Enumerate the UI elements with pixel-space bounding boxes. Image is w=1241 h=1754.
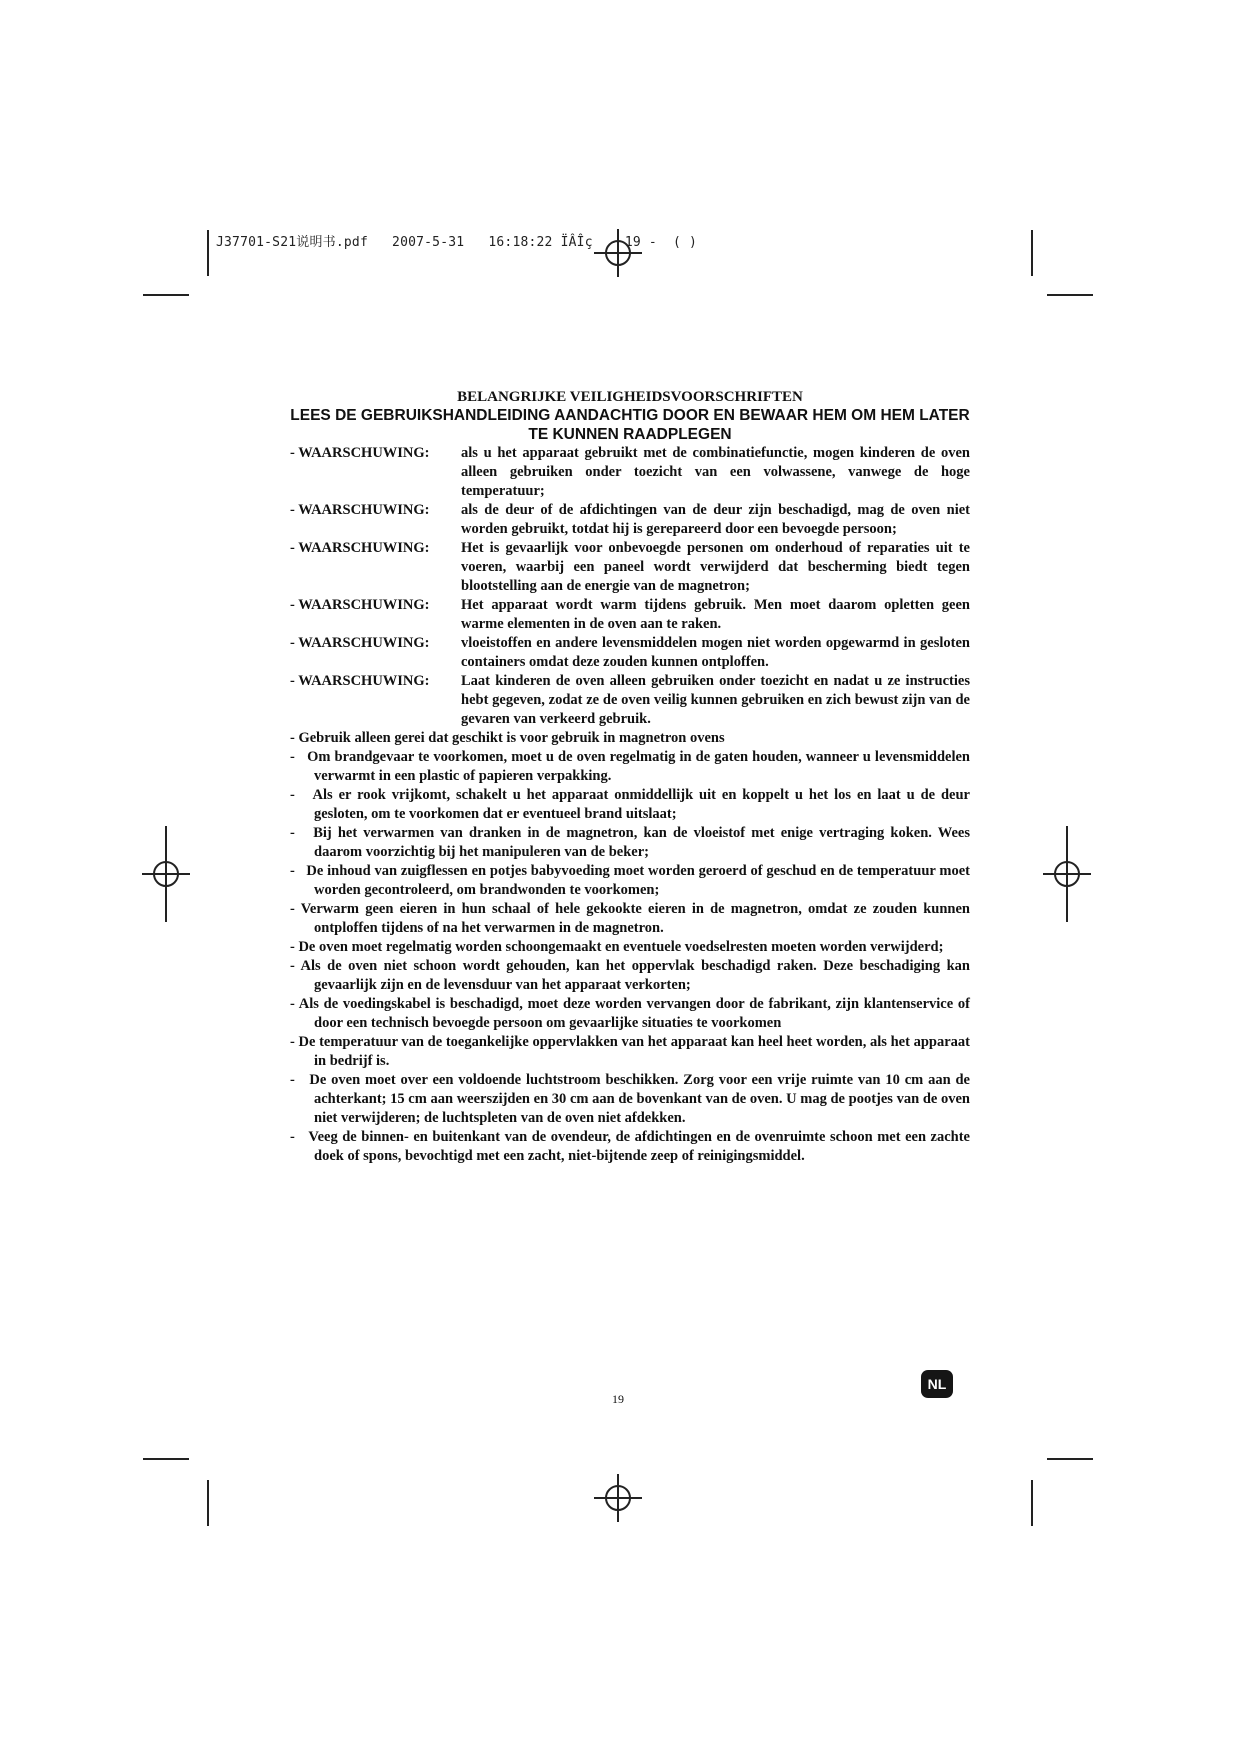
- list-item: - De inhoud van zuigflessen en potjes babyvoeding moet worden geroerd of geschud en de temperatuur moet worden gecontroleerd, om brandwonden te voorkomen;: [290, 863, 970, 898]
- document-body: [290, 388, 970, 1166]
- crop-mark: [207, 230, 209, 276]
- warning-item: [290, 444, 970, 501]
- warning-label: - WAARSCHUWING:: [290, 502, 430, 518]
- crop-mark: [1047, 294, 1093, 296]
- crop-mark: [1031, 230, 1033, 276]
- crop-mark: [1047, 1458, 1093, 1460]
- warning-label: - WAARSCHUWING:: [290, 445, 430, 461]
- warning-item: [290, 539, 970, 596]
- list-item: - De oven moet over een voldoende luchtstroom beschikken. Zorg voor een vrije ruimte van 10 cm aan de achterkant; 15 cm aan weerszijden en 30 cm aan de bovenkant van de oven. U mag de pootjes van de oven niet verwijderen; de luchtspleten van de oven niet afdekken.: [290, 1072, 970, 1126]
- list-item: - Gebruik alleen gerei dat geschikt is voor gebruik in magnetron ovens: [290, 730, 725, 746]
- warning-text: als de deur of de afdichtingen van de deur zijn beschadigd, mag de oven niet worden gebruikt, totdat hij is gerepareerd door een bevoegde persoon;: [461, 502, 970, 537]
- warning-item: [290, 501, 970, 539]
- warning-text: vloeistoffen en andere levensmiddelen mogen niet worden opgewarmd in gesloten containers omdat deze zouden kunnen ontploffen.: [461, 635, 970, 670]
- warning-label: - WAARSCHUWING:: [290, 540, 430, 556]
- warning-text: Het is gevaarlijk voor onbevoegde personen om onderhoud of reparaties uit te voeren, waarbij een paneel wordt verwijderd dat bescherming biedt tegen blootstelling aan de energie van de magnetron;: [461, 540, 970, 594]
- page-subtitle: LEES DE GEBRUIKSHANDLEIDING AANDACHTIG DOOR EN BEWAAR HEM OM HEM LATER TE KUNNEN RAADPLEGEN: [290, 407, 970, 443]
- warning-text: als u het apparaat gebruikt met de combinatiefunctie, mogen kinderen de oven alleen gebruiken onder toezicht van een volwassene, vanwege de hoge temperatuur;: [461, 445, 970, 499]
- list-item: - De temperatuur van de toegankelijke oppervlakken van het apparaat kan heel heet worden, als het apparaat in bedrijf is.: [290, 1034, 970, 1069]
- crop-mark: [165, 826, 167, 922]
- warnings-list: [290, 444, 970, 729]
- page-title: BELANGRIJKE VEILIGHEIDSVOORSCHRIFTEN: [457, 389, 803, 405]
- warning-label: - WAARSCHUWING:: [290, 635, 430, 651]
- warning-item: [290, 672, 970, 729]
- crop-mark: [1031, 1480, 1033, 1526]
- warning-text: Laat kinderen de oven alleen gebruiken onder toezicht en nadat u ze instructies hebt gegeven, zodat ze de oven veilig kunnen gebruiken en zich bewust zijn van de gevaren van verkeerd gebruik.: [461, 673, 970, 727]
- warning-label: - WAARSCHUWING:: [290, 673, 430, 689]
- warning-label: - WAARSCHUWING:: [290, 597, 430, 613]
- warning-item: [290, 596, 970, 634]
- list-item: - Verwarm geen eieren in hun schaal of hele gekookte eieren in de magnetron, omdat ze zouden kunnen ontploffen tijdens of na het verwarmen in de magnetron.: [290, 901, 970, 936]
- warning-text: Het apparaat wordt warm tijdens gebruik. Men moet daarom opletten geen warme elementen in de oven aan te raken.: [461, 597, 970, 632]
- list-item: - Om brandgevaar te voorkomen, moet u de oven regelmatig in de gaten houden, wanneer u levensmiddelen verwarmt in een plastic of papieren verpakking.: [290, 749, 970, 784]
- list-item: - Als er rook vrijkomt, schakelt u het apparaat onmiddellijk uit en koppelt u het los en laat u de deur gesloten, om te voorkomen dat er eventueel brand uitslaat;: [290, 787, 970, 822]
- list-item: - Als de oven niet schoon wordt gehouden, kan het oppervlak beschadigd raken. Deze beschadiging kan gevaarlijk zijn en de levensduur van het apparaat verkorten;: [290, 958, 970, 993]
- registration-mark-icon: [594, 1474, 642, 1522]
- print-header: J37701-S21说明书.pdf 2007-5-31 16:18:22 ÏÂÎç - 19 - ( ): [216, 235, 698, 250]
- crop-mark: [143, 294, 189, 296]
- list-item: - Bij het verwarmen van dranken in de magnetron, kan de vloeistof met enige vertraging koken. Wees daarom voorzichtig bij het manipuleren van de beker;: [290, 825, 970, 860]
- list-item: - Veeg de binnen- en buitenkant van de ovendeur, de afdichtingen en de ovenruimte schoon met een zachte doek of spons, bevochtigd met een zacht, niet-bijtende zeep of reinigingsmiddel.: [290, 1129, 970, 1164]
- language-badge: NL: [921, 1370, 953, 1398]
- registration-mark-icon: [594, 229, 642, 277]
- crop-mark: [1066, 826, 1068, 922]
- bullet-list: [290, 729, 970, 1166]
- list-item: - De oven moet regelmatig worden schoongemaakt en eventuele voedselresten moeten worden verwijderd;: [290, 939, 944, 955]
- warning-item: [290, 634, 970, 672]
- crop-mark: [143, 1458, 189, 1460]
- crop-mark: [207, 1480, 209, 1526]
- page-number: 19: [612, 1392, 624, 1406]
- list-item: - Als de voedingskabel is beschadigd, moet deze worden vervangen door de fabrikant, zijn klantenservice of door een technisch bevoegde persoon om gevaarlijke situaties te voorkomen: [290, 996, 970, 1031]
